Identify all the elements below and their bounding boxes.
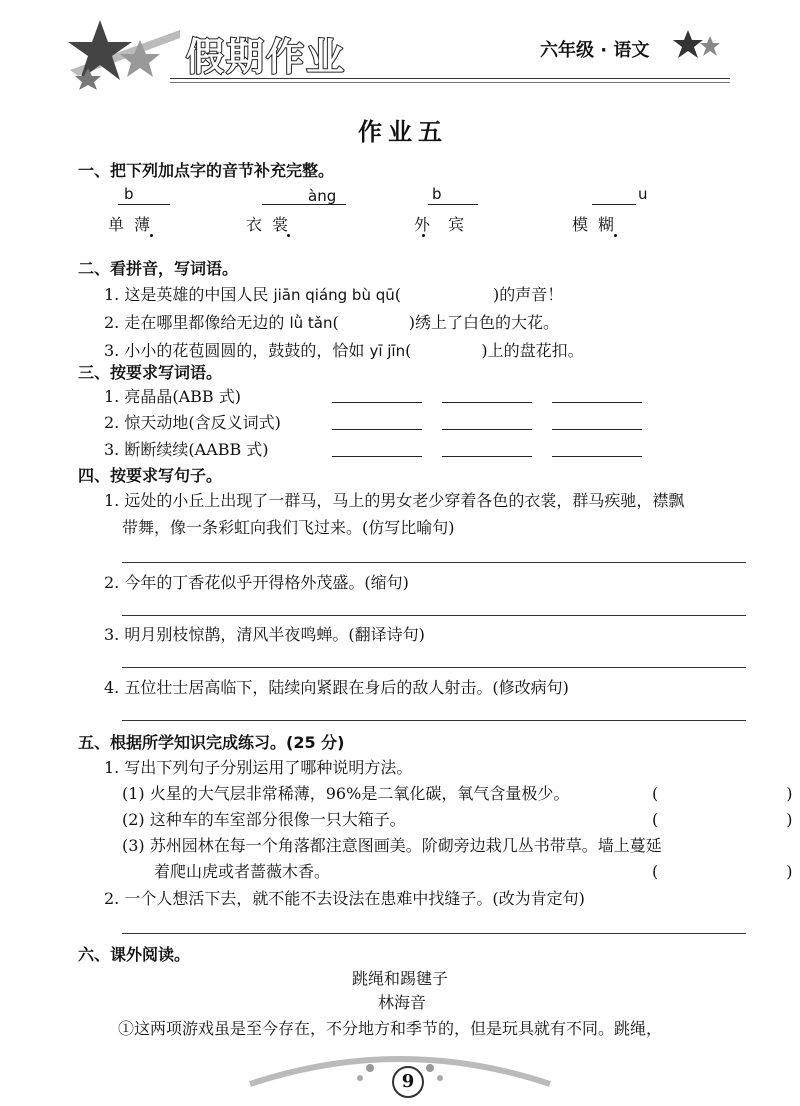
s4-answer-line-4[interactable] [122, 720, 746, 721]
s3-answer-3a[interactable] [332, 456, 422, 457]
s5-a3-line-2: 着爬山虎或者蔷薇木香。 [154, 862, 331, 881]
emphasis-dot [287, 234, 290, 237]
s3-answer-1b[interactable] [442, 402, 532, 403]
s1-word-4-label: 模糊 [572, 215, 625, 234]
s1-pinyin-2: àng [308, 187, 337, 205]
s1-word-2-label: 衣裳 [246, 215, 299, 234]
s5-a1-answer[interactable]: ( ) [652, 784, 793, 803]
page-number: 9 [392, 1066, 424, 1098]
s3-item-1: 1. 亮晶晶(ABB 式) [104, 387, 241, 406]
section-3-heading: 三、按要求写词语。 [78, 363, 223, 382]
s5-a2-answer[interactable]: ( ) [652, 810, 793, 829]
s2-pinyin-2: lǜ tǎn [289, 314, 333, 332]
s5-a1: (1) 火星的大气层非常稀薄，96%是二氧化碳，氧气含量极少。 [122, 784, 570, 803]
s1-blank-3[interactable] [428, 204, 478, 205]
s1-word-1-label: 单薄 [108, 215, 161, 234]
s2-line-1: 1. 这是英雄的中国人民 jiān qiáng bù qū( )的声音！ [104, 285, 564, 304]
s2-pinyin-3: yī jīn [369, 342, 406, 360]
small-stars-icon [668, 26, 728, 66]
s3-item-2: 2. 惊天动地(含反义词式) [104, 413, 281, 432]
s4-answer-line-2[interactable] [122, 615, 746, 616]
s2-line-2: 2. 走在哪里都像给无边的 lǜ tǎn( )绣上了白色的大花。 [104, 313, 559, 332]
s4-answer-line-1[interactable] [122, 562, 746, 563]
s1-word-4-text [572, 212, 624, 235]
s5-a3-answer[interactable]: ( ) [652, 862, 793, 881]
emphasis-dot [422, 234, 425, 237]
s2-pinyin-1: jiān qiáng bù qū [273, 286, 395, 304]
s4-q1-line-2: 带舞，像一条彩虹向我们飞过来。(仿写比喻句) [122, 518, 455, 537]
section-2-heading: 二、看拼音，写词语。 [78, 259, 239, 278]
section-6-heading: 六、课外阅读。 [78, 945, 191, 964]
s3-answer-3b[interactable] [442, 456, 532, 457]
s1-word-2-text [246, 212, 298, 235]
s5-a3-line-1: (3) 苏州园林在每一个角落都注意图画美。阶砌旁边栽几丛书带草。墙上蔓延 [122, 836, 662, 855]
s1-word-1-text [108, 212, 160, 235]
s5-q2: 2. 一个人想活下去，就不能不去设法在患难中找缝子。(改为肯定句) [104, 889, 585, 908]
s5-q1: 1. 写出下列句子分别运用了哪种说明方法。 [104, 758, 413, 777]
s3-answer-2a[interactable] [332, 429, 422, 430]
s3-answer-1a[interactable] [332, 402, 422, 403]
s4-q3: 3. 明月别枝惊鹊，清风半夜鸣蝉。(翻译诗句) [104, 625, 425, 644]
s1-pinyin-4: u [638, 185, 648, 203]
s3-answer-1c[interactable] [552, 402, 642, 403]
article-title: 跳绳和踢毽子 [352, 969, 449, 988]
article-author: 林海音 [378, 993, 427, 1012]
header-title: 假期作业 [186, 35, 347, 79]
s1-word-3-label: 外宾 [414, 215, 483, 234]
s2-line-3: 3. 小小的花苞圆圆的，鼓鼓的，恰如 yī jīn( )上的盘花扣。 [104, 341, 584, 360]
s1-word-3-text [414, 212, 482, 235]
section-4-heading: 四、按要求写句子。 [78, 466, 223, 485]
s3-item-3: 3. 断断续续(AABB 式) [104, 440, 269, 459]
stars-decoration-icon [60, 10, 190, 100]
s4-answer-line-3[interactable] [122, 667, 746, 668]
assignment-title: 作业五 [358, 118, 448, 146]
s4-q4: 4. 五位壮士居高临下，陆续向紧跟在身后的敌人射击。(修改病句) [104, 678, 569, 697]
section-5-heading: 五、根据所学知识完成练习。(25 分) [78, 733, 345, 752]
s5-a2: (2) 这种车的车室部分很像一只大箱子。 [122, 810, 406, 829]
s1-pinyin-1: b [124, 185, 134, 203]
emphasis-dot [614, 234, 617, 237]
header-divider-thin [170, 82, 730, 83]
s3-answer-2b[interactable] [442, 429, 532, 430]
s4-q2: 2. 今年的丁香花似乎开得格外茂盛。(缩句) [104, 573, 409, 592]
s5-answer-line[interactable] [122, 933, 746, 934]
s4-q1-line-1: 1. 远处的小丘上出现了一群马，马上的男女老少穿着各色的衣裳，群马疾驰，襟飘 [104, 491, 685, 510]
s1-blank-2[interactable] [262, 204, 346, 205]
s1-blank-4[interactable] [592, 204, 636, 205]
emphasis-dot [150, 234, 153, 237]
grade-subject-label: 六年级 · 语文 [540, 40, 650, 61]
s1-blank-1[interactable] [118, 204, 170, 205]
article-paragraph-1: ①这两项游戏虽是至今存在，不分地方和季节的，但是玩具就有不同。跳绳， [118, 1019, 663, 1038]
header-divider [170, 78, 730, 79]
s3-answer-3c[interactable] [552, 456, 642, 457]
section-1-heading: 一、把下列加点字的音节补充完整。 [78, 161, 335, 180]
s1-pinyin-3: b [432, 185, 442, 203]
s3-answer-2c[interactable] [552, 429, 642, 430]
